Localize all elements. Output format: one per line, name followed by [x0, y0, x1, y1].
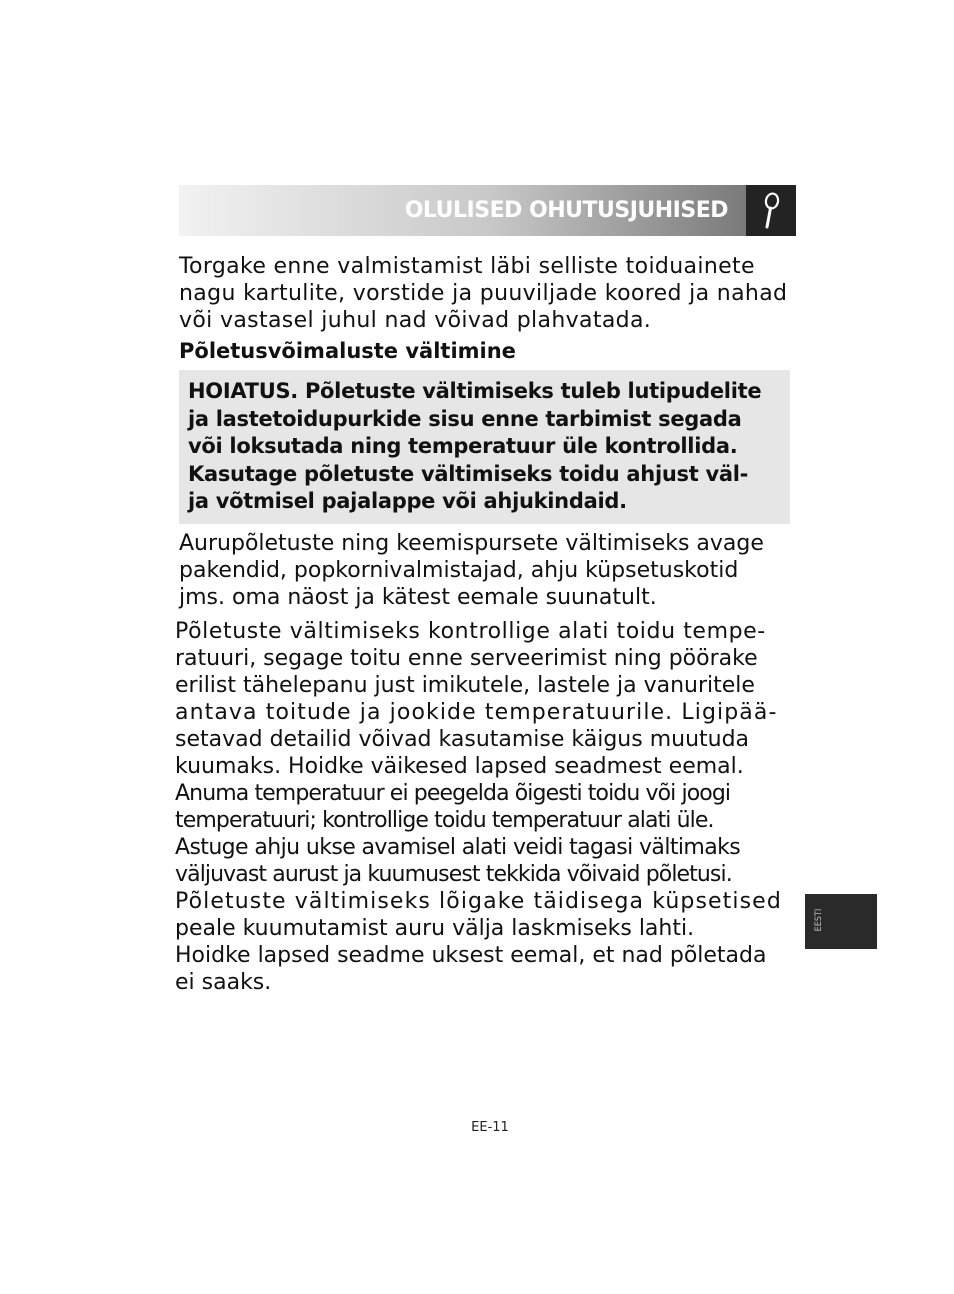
temperature-paragraph: [175, 618, 787, 996]
steam-paragraph: [179, 530, 789, 611]
page-number: EE-11: [471, 1120, 509, 1135]
temperature-line: väljuvast aurust ja kuumusest tekkida võivaid põletusi.: [175, 862, 732, 887]
temperature-line: Anuma temperatuur ei peegelda õigesti toidu või joogi: [175, 781, 731, 806]
temperature-line: Põletuste vältimiseks lõigake täidisega küpsetised: [175, 889, 782, 914]
section-header: [179, 185, 746, 236]
subheading: Põletusvõimaluste vältimine: [179, 339, 516, 363]
header-icon-box: [746, 185, 796, 236]
intro-paragraph: [179, 253, 789, 334]
temperature-line: Astuge ahju ukse avamisel alati veidi tagasi vältimaks: [175, 835, 741, 860]
temperature-line: peale kuumutamist auru välja laskmiseks lahti.: [175, 916, 695, 941]
warning-line: Kasutage põletuste vältimiseks toidu ahjust väl-: [188, 461, 749, 486]
temperature-line: Hoidke lapsed seadme uksest eemal, et nad põletada: [175, 943, 767, 968]
temperature-line: antava toitude ja jookide temperatuurile. Ligipää-: [175, 700, 778, 725]
temperature-line: erilist tähelepanu just imikutele, lastele ja vanuritele: [175, 673, 755, 698]
temperature-line: ei saaks.: [175, 970, 272, 995]
steam-text: Aurupõletuste ning keemispursete vältimiseks avage pakendid, popkornivalmistajad, ahju küpsetuskotid jms. oma näost ja kätest eemale suunatult.: [179, 531, 764, 610]
warning-box: [179, 370, 790, 524]
language-tab-label: EESTI: [814, 908, 824, 932]
warning-line: või loksutada ning temperatuur üle kontrollida.: [188, 434, 738, 458]
warning-line: ja lastetoidupurkide sisu enne tarbimist segada: [188, 406, 742, 431]
section-title: OLULISED OHUTUSJUHISED: [404, 198, 728, 223]
spoon-icon: [761, 192, 781, 230]
temperature-line: Põletuste vältimiseks kontrollige alati toidu tempe-: [175, 619, 766, 644]
temperature-line: ratuuri, segage toitu enne serveerimist ning pöörake: [175, 646, 758, 671]
warning-line: HOIATUS. Põletuste vältimiseks tuleb lutipudelite: [188, 379, 762, 403]
intro-text: Torgake enne valmistamist läbi selliste toiduainete nagu kartulite, vorstide ja puuviljade koored ja nahad või vastasel juhul nad võivad plahvatada.: [179, 254, 788, 333]
temperature-line: kuumaks. Hoidke väikesed lapsed seadmest eemal.: [175, 754, 744, 779]
warning-line: ja võtmisel pajalappe või ahjukindaid.: [188, 489, 627, 513]
temperature-line: temperatuuri; kontrollige toidu temperatuur alati üle.: [175, 808, 714, 833]
temperature-line: setavad detailid võivad kasutamise käigus muutuda: [175, 727, 750, 752]
